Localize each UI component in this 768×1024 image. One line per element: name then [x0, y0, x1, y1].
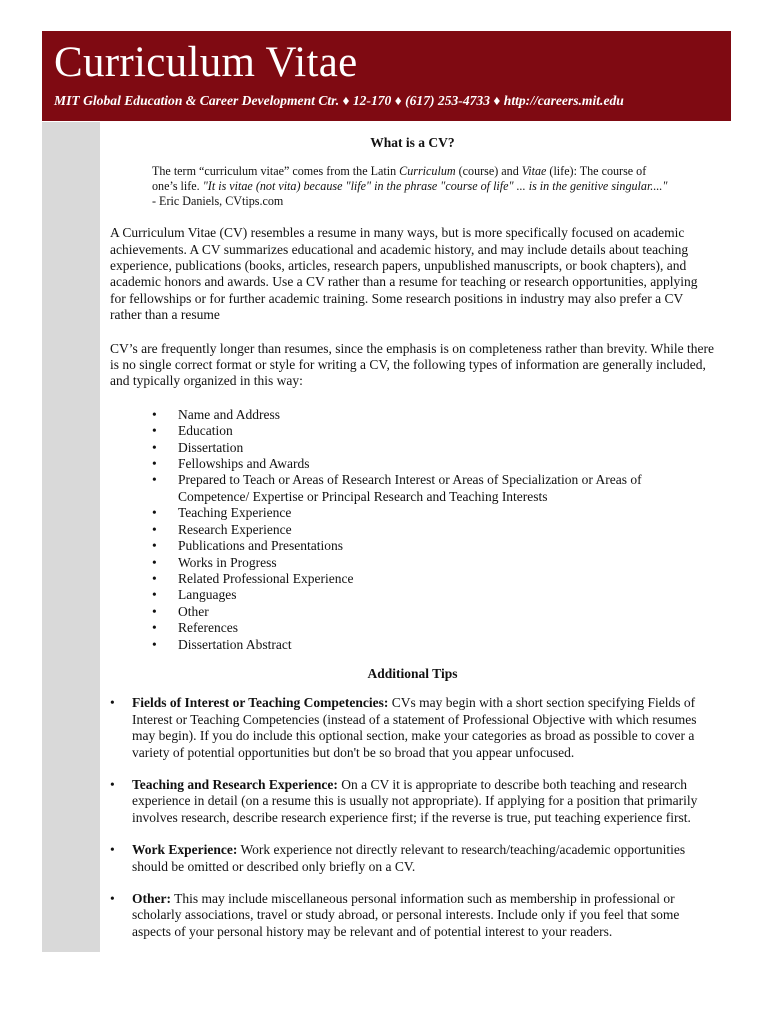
- quote-text-1: The term “curriculum vitae” comes from the Latin: [152, 164, 400, 179]
- tip-text: Work experience not directly relevant to research/teaching/academic opportunities should be omitted or described only briefly on a CV.: [132, 842, 686, 874]
- section-heading-additional-tips: Additional Tips: [367, 665, 458, 681]
- tip-label: Teaching and Research Experience:: [132, 776, 338, 792]
- list-item: • Dissertation: [152, 440, 648, 456]
- section-heading-what-is-cv: What is a CV?: [370, 135, 455, 150]
- list-item: • Languages: [152, 587, 648, 603]
- quote-text-3: (life): The course of one’s life.: [152, 164, 647, 193]
- header-subtitle: MIT Global Education & Career Development Ctr. ♦ 12-170 ♦ (617) 253-4733 ♦ http://careers.mit.edu: [54, 93, 624, 108]
- list-item: • Other: [152, 604, 648, 620]
- list-item: • Prepared to Teach or Areas of Research Interest or Areas of Specialization or Areas of Competence/ Expertise or Principal Research and Teaching Interests: [152, 472, 648, 505]
- tip-text: On a CV it is appropriate to describe both teaching and research experience in detail (on a resume this is usually not appropriate). If applying for a position that primarily involves research, describe research experience first; if the reverse is true, put teaching experience first.: [132, 776, 698, 825]
- list-item: • Research Experience: [152, 522, 648, 538]
- list-item: • Name and Address: [152, 407, 648, 423]
- tip-item: [108, 842, 717, 875]
- list-item: • Publications and Presentations: [152, 538, 648, 554]
- list-item: • Dissertation Abstract: [152, 637, 648, 653]
- left-margin-bar: [42, 122, 100, 952]
- list-item: • Fellowships and Awards: [152, 456, 648, 472]
- list-item: • Education: [152, 423, 648, 439]
- tip-item: [108, 777, 717, 826]
- intro-paragraph: A Curriculum Vitae (CV) resembles a resume in many ways, but is more specifically focused on academic achievements. A CV summarizes educational and academic history, and may include details about teaching experience, publications (books, articles, research papers, unpublished manuscripts, or book chapters), and academic honors and awards. Use a CV rather than a resume for teaching or research opportunities, applying for fellowships or for further academic training. Some research positions in industry may also prefer a CV rather than a resume: [110, 225, 698, 323]
- tip-label: Fields of Interest or Teaching Competencies:: [132, 695, 389, 711]
- tip-text: CVs may begin with a short section specifying Fields of Interest or Teaching Competencies (instead of a statement of Professional Objective with which resumes may begin). If you do include this optional section, make your categories as broad as possible to cover a variety of potential opportunities but don't be so broad that you appear unfocused.: [132, 695, 697, 760]
- tips-list: [108, 695, 715, 940]
- quote-text-2: (course) and: [455, 164, 522, 179]
- format-paragraph: CV’s are frequently longer than resumes, since the emphasis is on completeness rather than brevity. While there is no single correct format or style for writing a CV, the following types of information are generally included, and typically organized in this way:: [110, 340, 714, 389]
- cv-sections-list: [152, 407, 715, 653]
- tip-label: Work Experience:: [132, 842, 238, 858]
- tip-item: [108, 695, 717, 761]
- quote-attribution: - Eric Daniels, CVtips.com: [152, 193, 284, 208]
- tip-item: [108, 891, 717, 940]
- tip-label: Other:: [132, 891, 171, 906]
- list-item: • References: [152, 620, 648, 636]
- document-title: Curriculum Vitae: [54, 39, 358, 86]
- definition-quote: [152, 164, 672, 208]
- document-body: [110, 122, 715, 956]
- quote-em-citation: "It is vitae (not vita) because "life" in the phrase "course of life" ... is in the genitive singular....": [202, 179, 668, 193]
- list-item: • Related Professional Experience: [152, 571, 648, 587]
- quote-em-curriculum: Curriculum: [399, 164, 456, 179]
- page-header: [42, 31, 731, 121]
- tip-text: This may include miscellaneous personal information such as membership in professional or scholarly associations, travel or study abroad, or personal interests. Include only if you feel that some aspects of your personal history may be relevant and of potential interest to your readers.: [132, 891, 680, 939]
- quote-em-vitae: Vitae: [521, 164, 547, 179]
- list-item: • Teaching Experience: [152, 505, 648, 521]
- list-item: • Works in Progress: [152, 555, 648, 571]
